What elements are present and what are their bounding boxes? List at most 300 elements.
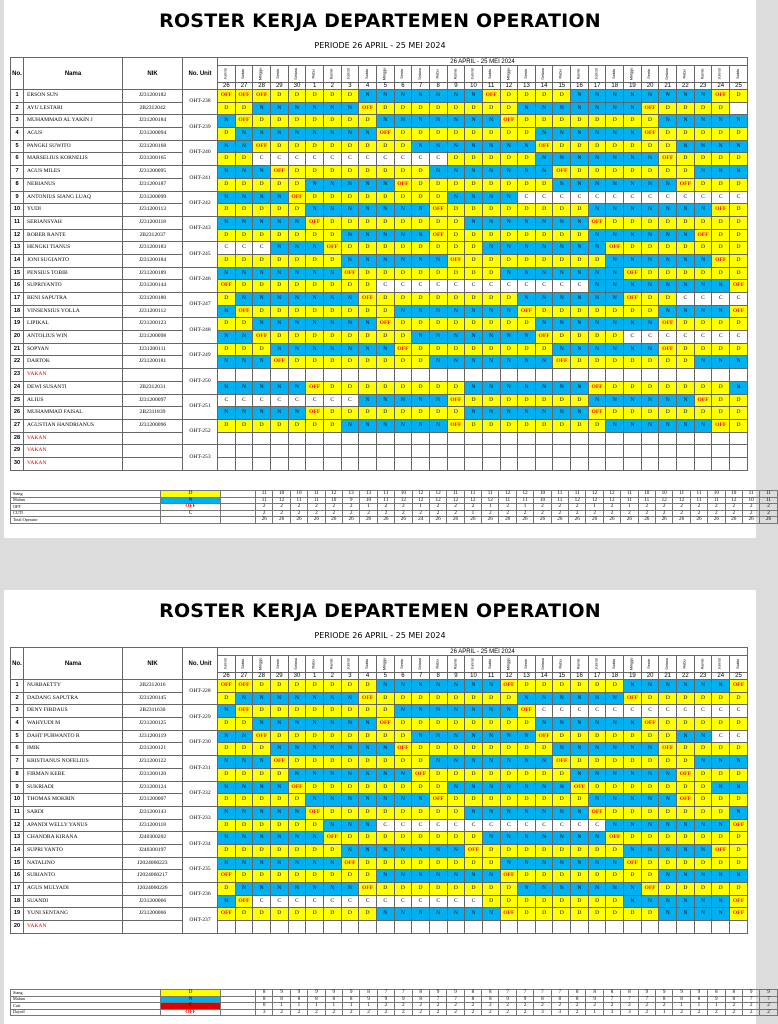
shift-cell[interactable]: D — [518, 895, 536, 908]
shift-cell[interactable]: N — [412, 680, 430, 693]
shift-cell[interactable] — [218, 921, 236, 934]
shift-cell[interactable]: N — [394, 870, 412, 883]
shift-cell[interactable]: C — [659, 331, 677, 344]
shift-cell[interactable]: D — [677, 267, 695, 280]
shift-cell[interactable]: N — [624, 394, 642, 407]
shift-cell[interactable]: D — [341, 242, 359, 255]
shift-cell[interactable]: D — [624, 381, 642, 394]
shift-cell[interactable]: D — [712, 806, 730, 819]
shift-cell[interactable]: N — [677, 254, 695, 267]
shift-cell[interactable]: N — [641, 153, 659, 166]
shift-cell[interactable]: D — [624, 730, 642, 743]
shift-cell[interactable]: N — [500, 381, 518, 394]
shift-cell[interactable]: N — [606, 280, 624, 293]
shift-cell[interactable] — [270, 921, 288, 934]
shift-cell[interactable]: OFF — [677, 768, 695, 781]
shift-cell[interactable]: D — [518, 153, 536, 166]
shift-cell[interactable]: N — [624, 844, 642, 857]
shift-cell[interactable]: D — [429, 857, 447, 870]
shift-cell[interactable]: D — [341, 381, 359, 394]
shift-cell[interactable]: D — [730, 229, 748, 242]
shift-cell[interactable]: N — [447, 191, 465, 204]
shift-cell[interactable]: D — [553, 870, 571, 883]
shift-cell[interactable]: N — [412, 794, 430, 807]
shift-cell[interactable]: N — [482, 705, 500, 718]
shift-cell[interactable]: D — [588, 254, 606, 267]
shift-cell[interactable]: D — [518, 178, 536, 191]
shift-cell[interactable]: D — [500, 90, 518, 103]
shift-cell[interactable]: N — [394, 768, 412, 781]
shift-cell[interactable]: N — [606, 794, 624, 807]
shift-cell[interactable]: N — [535, 293, 553, 306]
shift-cell[interactable]: N — [641, 743, 659, 756]
shift-cell[interactable]: C — [429, 819, 447, 832]
shift-cell[interactable]: N — [218, 756, 236, 769]
shift-cell[interactable]: OFF — [641, 718, 659, 731]
shift-cell[interactable]: N — [694, 356, 712, 369]
shift-cell[interactable]: D — [730, 794, 748, 807]
shift-cell[interactable] — [641, 457, 659, 470]
shift-cell[interactable]: D — [447, 883, 465, 896]
shift-cell[interactable]: D — [712, 267, 730, 280]
shift-cell[interactable]: N — [394, 204, 412, 217]
shift-cell[interactable]: D — [412, 407, 430, 420]
shift-cell[interactable]: N — [500, 806, 518, 819]
shift-cell[interactable]: N — [288, 318, 306, 331]
shift-cell[interactable]: C — [535, 819, 553, 832]
shift-cell[interactable]: N — [641, 895, 659, 908]
shift-cell[interactable]: N — [624, 680, 642, 693]
shift-cell[interactable]: D — [482, 794, 500, 807]
shift-cell[interactable]: D — [447, 293, 465, 306]
shift-cell[interactable]: D — [500, 153, 518, 166]
shift-cell[interactable]: D — [465, 128, 483, 141]
shift-cell[interactable]: N — [235, 692, 253, 705]
shift-cell[interactable]: N — [394, 90, 412, 103]
shift-cell[interactable]: D — [606, 356, 624, 369]
shift-cell[interactable]: C — [730, 730, 748, 743]
shift-cell[interactable]: N — [412, 908, 430, 921]
shift-cell[interactable] — [553, 369, 571, 382]
shift-cell[interactable]: D — [482, 394, 500, 407]
shift-cell[interactable]: N — [465, 115, 483, 128]
shift-cell[interactable]: N — [641, 768, 659, 781]
shift-cell[interactable]: D — [376, 267, 394, 280]
shift-cell[interactable]: N — [218, 407, 236, 420]
shift-cell[interactable]: OFF — [235, 895, 253, 908]
shift-cell[interactable] — [677, 432, 695, 445]
shift-cell[interactable]: N — [624, 419, 642, 432]
shift-cell[interactable]: D — [253, 229, 271, 242]
shift-cell[interactable]: D — [571, 331, 589, 344]
shift-cell[interactable]: OFF — [429, 229, 447, 242]
shift-cell[interactable] — [323, 432, 341, 445]
shift-cell[interactable]: C — [606, 705, 624, 718]
shift-cell[interactable]: N — [588, 718, 606, 731]
shift-cell[interactable] — [659, 457, 677, 470]
shift-cell[interactable]: N — [482, 680, 500, 693]
shift-cell[interactable]: D — [270, 730, 288, 743]
shift-cell[interactable]: N — [447, 908, 465, 921]
shift-cell[interactable]: N — [447, 331, 465, 344]
shift-cell[interactable]: D — [641, 216, 659, 229]
shift-cell[interactable]: D — [359, 356, 377, 369]
shift-cell[interactable]: D — [500, 844, 518, 857]
shift-cell[interactable]: D — [429, 407, 447, 420]
shift-cell[interactable]: OFF — [270, 356, 288, 369]
shift-cell[interactable]: N — [535, 153, 553, 166]
shift-cell[interactable] — [518, 369, 536, 382]
shift-cell[interactable]: N — [412, 419, 430, 432]
shift-cell[interactable]: C — [429, 895, 447, 908]
shift-cell[interactable]: N — [218, 781, 236, 794]
shift-cell[interactable]: D — [218, 178, 236, 191]
shift-cell[interactable]: D — [218, 768, 236, 781]
shift-cell[interactable]: D — [730, 267, 748, 280]
shift-cell[interactable]: D — [500, 128, 518, 141]
shift-cell[interactable]: D — [465, 394, 483, 407]
shift-cell[interactable]: N — [641, 844, 659, 857]
shift-cell[interactable]: D — [677, 743, 695, 756]
shift-cell[interactable]: N — [518, 692, 536, 705]
shift-cell[interactable]: D — [412, 883, 430, 896]
shift-cell[interactable] — [253, 457, 271, 470]
shift-cell[interactable]: N — [659, 794, 677, 807]
shift-cell[interactable]: D — [359, 216, 377, 229]
shift-cell[interactable]: C — [394, 280, 412, 293]
shift-cell[interactable]: D — [606, 756, 624, 769]
shift-cell[interactable]: N — [677, 819, 695, 832]
shift-cell[interactable]: D — [588, 140, 606, 153]
shift-cell[interactable]: D — [412, 718, 430, 731]
shift-cell[interactable]: N — [677, 204, 695, 217]
shift-cell[interactable]: N — [288, 857, 306, 870]
shift-cell[interactable]: N — [535, 718, 553, 731]
shift-cell[interactable]: N — [624, 768, 642, 781]
shift-cell[interactable]: D — [394, 293, 412, 306]
shift-cell[interactable]: N — [235, 140, 253, 153]
shift-cell[interactable]: D — [694, 781, 712, 794]
shift-cell[interactable]: D — [482, 343, 500, 356]
shift-cell[interactable]: D — [359, 832, 377, 845]
shift-cell[interactable] — [730, 457, 748, 470]
shift-cell[interactable] — [218, 457, 236, 470]
shift-cell[interactable]: D — [606, 115, 624, 128]
shift-cell[interactable]: D — [465, 768, 483, 781]
shift-cell[interactable]: C — [571, 280, 589, 293]
shift-cell[interactable]: C — [341, 153, 359, 166]
shift-cell[interactable]: N — [535, 166, 553, 179]
shift-cell[interactable]: OFF — [447, 254, 465, 267]
shift-cell[interactable]: D — [412, 343, 430, 356]
shift-cell[interactable]: C — [270, 394, 288, 407]
shift-cell[interactable] — [306, 369, 324, 382]
shift-cell[interactable]: D — [571, 756, 589, 769]
shift-cell[interactable]: C — [270, 153, 288, 166]
shift-cell[interactable]: N — [712, 166, 730, 179]
shift-cell[interactable]: C — [253, 153, 271, 166]
shift-cell[interactable]: D — [376, 305, 394, 318]
shift-cell[interactable]: D — [359, 267, 377, 280]
shift-cell[interactable]: OFF — [659, 343, 677, 356]
shift-cell[interactable]: D — [624, 166, 642, 179]
shift-cell[interactable]: N — [376, 178, 394, 191]
shift-cell[interactable]: N — [235, 191, 253, 204]
shift-cell[interactable]: D — [641, 140, 659, 153]
shift-cell[interactable]: D — [270, 204, 288, 217]
shift-cell[interactable]: D — [341, 216, 359, 229]
shift-cell[interactable]: N — [465, 806, 483, 819]
shift-cell[interactable]: N — [394, 844, 412, 857]
shift-cell[interactable]: N — [359, 318, 377, 331]
shift-cell[interactable]: N — [270, 128, 288, 141]
shift-cell[interactable]: N — [306, 343, 324, 356]
shift-cell[interactable] — [235, 445, 253, 458]
shift-cell[interactable]: N — [606, 267, 624, 280]
shift-cell[interactable]: D — [571, 305, 589, 318]
shift-cell[interactable]: N — [412, 844, 430, 857]
shift-cell[interactable]: D — [500, 343, 518, 356]
shift-cell[interactable]: N — [447, 305, 465, 318]
shift-cell[interactable]: N — [341, 692, 359, 705]
shift-cell[interactable]: OFF — [730, 305, 748, 318]
shift-cell[interactable]: N — [394, 115, 412, 128]
shift-cell[interactable]: D — [253, 178, 271, 191]
shift-cell[interactable] — [465, 445, 483, 458]
shift-cell[interactable] — [518, 445, 536, 458]
shift-cell[interactable]: N — [482, 806, 500, 819]
shift-cell[interactable]: D — [730, 242, 748, 255]
shift-cell[interactable]: OFF — [500, 908, 518, 921]
shift-cell[interactable]: D — [270, 768, 288, 781]
shift-cell[interactable]: D — [606, 908, 624, 921]
shift-cell[interactable]: D — [359, 857, 377, 870]
shift-cell[interactable]: N — [323, 267, 341, 280]
shift-cell[interactable]: D — [376, 756, 394, 769]
shift-cell[interactable] — [482, 921, 500, 934]
shift-cell[interactable]: N — [270, 267, 288, 280]
shift-cell[interactable]: OFF — [447, 394, 465, 407]
shift-cell[interactable]: N — [624, 718, 642, 731]
shift-cell[interactable]: D — [641, 407, 659, 420]
shift-cell[interactable]: D — [323, 216, 341, 229]
shift-cell[interactable]: D — [288, 419, 306, 432]
shift-cell[interactable] — [500, 921, 518, 934]
shift-cell[interactable]: N — [588, 832, 606, 845]
shift-cell[interactable]: C — [359, 153, 377, 166]
shift-cell[interactable]: D — [429, 242, 447, 255]
shift-cell[interactable] — [553, 921, 571, 934]
shift-cell[interactable]: D — [659, 102, 677, 115]
shift-cell[interactable]: C — [323, 895, 341, 908]
shift-cell[interactable]: C — [447, 819, 465, 832]
shift-cell[interactable]: N — [606, 254, 624, 267]
shift-cell[interactable]: D — [270, 705, 288, 718]
shift-cell[interactable]: D — [659, 692, 677, 705]
shift-cell[interactable] — [429, 457, 447, 470]
shift-cell[interactable]: N — [465, 908, 483, 921]
shift-cell[interactable]: C — [730, 331, 748, 344]
shift-cell[interactable]: N — [624, 229, 642, 242]
shift-cell[interactable]: D — [306, 140, 324, 153]
shift-cell[interactable]: D — [465, 204, 483, 217]
shift-cell[interactable]: D — [694, 178, 712, 191]
shift-cell[interactable] — [624, 921, 642, 934]
shift-cell[interactable]: N — [306, 267, 324, 280]
shift-cell[interactable]: D — [323, 229, 341, 242]
shift-cell[interactable]: D — [571, 204, 589, 217]
shift-cell[interactable]: D — [518, 908, 536, 921]
shift-cell[interactable]: OFF — [394, 343, 412, 356]
shift-cell[interactable]: D — [359, 806, 377, 819]
shift-cell[interactable]: D — [677, 102, 695, 115]
shift-cell[interactable]: N — [712, 819, 730, 832]
shift-cell[interactable]: N — [447, 115, 465, 128]
shift-cell[interactable]: N — [218, 166, 236, 179]
shift-cell[interactable]: N — [235, 756, 253, 769]
shift-cell[interactable]: N — [588, 128, 606, 141]
shift-cell[interactable]: D — [659, 806, 677, 819]
shift-cell[interactable]: D — [482, 419, 500, 432]
shift-cell[interactable]: D — [306, 280, 324, 293]
shift-cell[interactable] — [412, 457, 430, 470]
shift-cell[interactable]: N — [235, 293, 253, 306]
shift-cell[interactable]: C — [677, 191, 695, 204]
shift-cell[interactable]: D — [624, 242, 642, 255]
shift-cell[interactable] — [253, 921, 271, 934]
shift-cell[interactable]: D — [518, 794, 536, 807]
shift-cell[interactable]: D — [641, 730, 659, 743]
shift-cell[interactable]: N — [376, 90, 394, 103]
shift-cell[interactable]: D — [730, 857, 748, 870]
shift-cell[interactable]: D — [447, 806, 465, 819]
shift-cell[interactable]: D — [253, 254, 271, 267]
shift-cell[interactable]: D — [235, 254, 253, 267]
shift-cell[interactable]: N — [288, 267, 306, 280]
shift-cell[interactable]: D — [571, 730, 589, 743]
shift-cell[interactable]: N — [606, 768, 624, 781]
shift-cell[interactable]: N — [500, 305, 518, 318]
shift-cell[interactable]: N — [376, 870, 394, 883]
shift-cell[interactable]: D — [306, 166, 324, 179]
shift-cell[interactable]: D — [270, 115, 288, 128]
shift-cell[interactable]: D — [376, 102, 394, 115]
shift-cell[interactable]: D — [730, 768, 748, 781]
shift-cell[interactable]: D — [571, 229, 589, 242]
shift-cell[interactable]: D — [288, 178, 306, 191]
shift-cell[interactable]: D — [341, 305, 359, 318]
shift-cell[interactable]: N — [323, 768, 341, 781]
shift-cell[interactable]: D — [429, 318, 447, 331]
shift-cell[interactable]: D — [606, 781, 624, 794]
shift-cell[interactable]: D — [535, 343, 553, 356]
shift-cell[interactable]: OFF — [712, 90, 730, 103]
shift-cell[interactable] — [694, 457, 712, 470]
shift-cell[interactable]: N — [535, 857, 553, 870]
shift-cell[interactable]: D — [270, 305, 288, 318]
shift-cell[interactable]: N — [376, 115, 394, 128]
shift-cell[interactable]: N — [553, 781, 571, 794]
shift-cell[interactable]: D — [235, 343, 253, 356]
shift-cell[interactable]: D — [412, 356, 430, 369]
shift-cell[interactable]: N — [553, 216, 571, 229]
shift-cell[interactable]: N — [359, 254, 377, 267]
shift-cell[interactable] — [376, 432, 394, 445]
shift-cell[interactable]: D — [518, 768, 536, 781]
shift-cell[interactable]: N — [341, 794, 359, 807]
shift-cell[interactable]: D — [235, 844, 253, 857]
shift-cell[interactable]: D — [677, 381, 695, 394]
shift-cell[interactable]: N — [553, 381, 571, 394]
shift-cell[interactable]: D — [341, 90, 359, 103]
shift-cell[interactable]: N — [270, 883, 288, 896]
shift-cell[interactable] — [253, 432, 271, 445]
shift-cell[interactable]: D — [500, 692, 518, 705]
shift-cell[interactable] — [518, 457, 536, 470]
shift-cell[interactable]: D — [253, 768, 271, 781]
shift-cell[interactable]: C — [518, 280, 536, 293]
shift-cell[interactable] — [571, 369, 589, 382]
shift-cell[interactable]: N — [394, 394, 412, 407]
shift-cell[interactable]: D — [641, 242, 659, 255]
shift-cell[interactable]: N — [412, 229, 430, 242]
shift-cell[interactable]: N — [571, 832, 589, 845]
shift-cell[interactable]: N — [641, 280, 659, 293]
shift-cell[interactable]: N — [571, 102, 589, 115]
shift-cell[interactable]: D — [376, 166, 394, 179]
shift-cell[interactable]: N — [677, 229, 695, 242]
shift-cell[interactable]: D — [253, 280, 271, 293]
shift-cell[interactable]: N — [553, 267, 571, 280]
shift-cell[interactable]: D — [394, 832, 412, 845]
shift-cell[interactable]: C — [571, 819, 589, 832]
shift-cell[interactable]: D — [394, 730, 412, 743]
shift-cell[interactable]: N — [253, 407, 271, 420]
shift-cell[interactable]: D — [288, 705, 306, 718]
shift-cell[interactable]: D — [465, 419, 483, 432]
shift-cell[interactable]: D — [376, 293, 394, 306]
shift-cell[interactable]: N — [518, 331, 536, 344]
shift-cell[interactable]: N — [412, 730, 430, 743]
shift-cell[interactable]: N — [218, 730, 236, 743]
shift-cell[interactable]: D — [288, 908, 306, 921]
shift-cell[interactable]: D — [323, 680, 341, 693]
shift-cell[interactable]: D — [659, 381, 677, 394]
shift-cell[interactable]: N — [500, 705, 518, 718]
shift-cell[interactable]: N — [465, 140, 483, 153]
shift-cell[interactable]: C — [553, 819, 571, 832]
shift-cell[interactable]: N — [465, 680, 483, 693]
shift-cell[interactable]: N — [641, 680, 659, 693]
shift-cell[interactable]: N — [659, 90, 677, 103]
shift-cell[interactable]: OFF — [553, 166, 571, 179]
shift-cell[interactable]: D — [376, 730, 394, 743]
shift-cell[interactable]: N — [571, 343, 589, 356]
shift-cell[interactable] — [571, 432, 589, 445]
shift-cell[interactable]: D — [553, 204, 571, 217]
shift-cell[interactable]: D — [624, 870, 642, 883]
shift-cell[interactable]: OFF — [730, 908, 748, 921]
shift-cell[interactable]: C — [394, 819, 412, 832]
shift-cell[interactable]: N — [288, 743, 306, 756]
shift-cell[interactable]: D — [694, 806, 712, 819]
shift-cell[interactable]: D — [218, 743, 236, 756]
shift-cell[interactable]: D — [412, 318, 430, 331]
shift-cell[interactable]: D — [235, 419, 253, 432]
shift-cell[interactable] — [235, 369, 253, 382]
shift-cell[interactable]: N — [482, 832, 500, 845]
shift-cell[interactable]: D — [218, 128, 236, 141]
